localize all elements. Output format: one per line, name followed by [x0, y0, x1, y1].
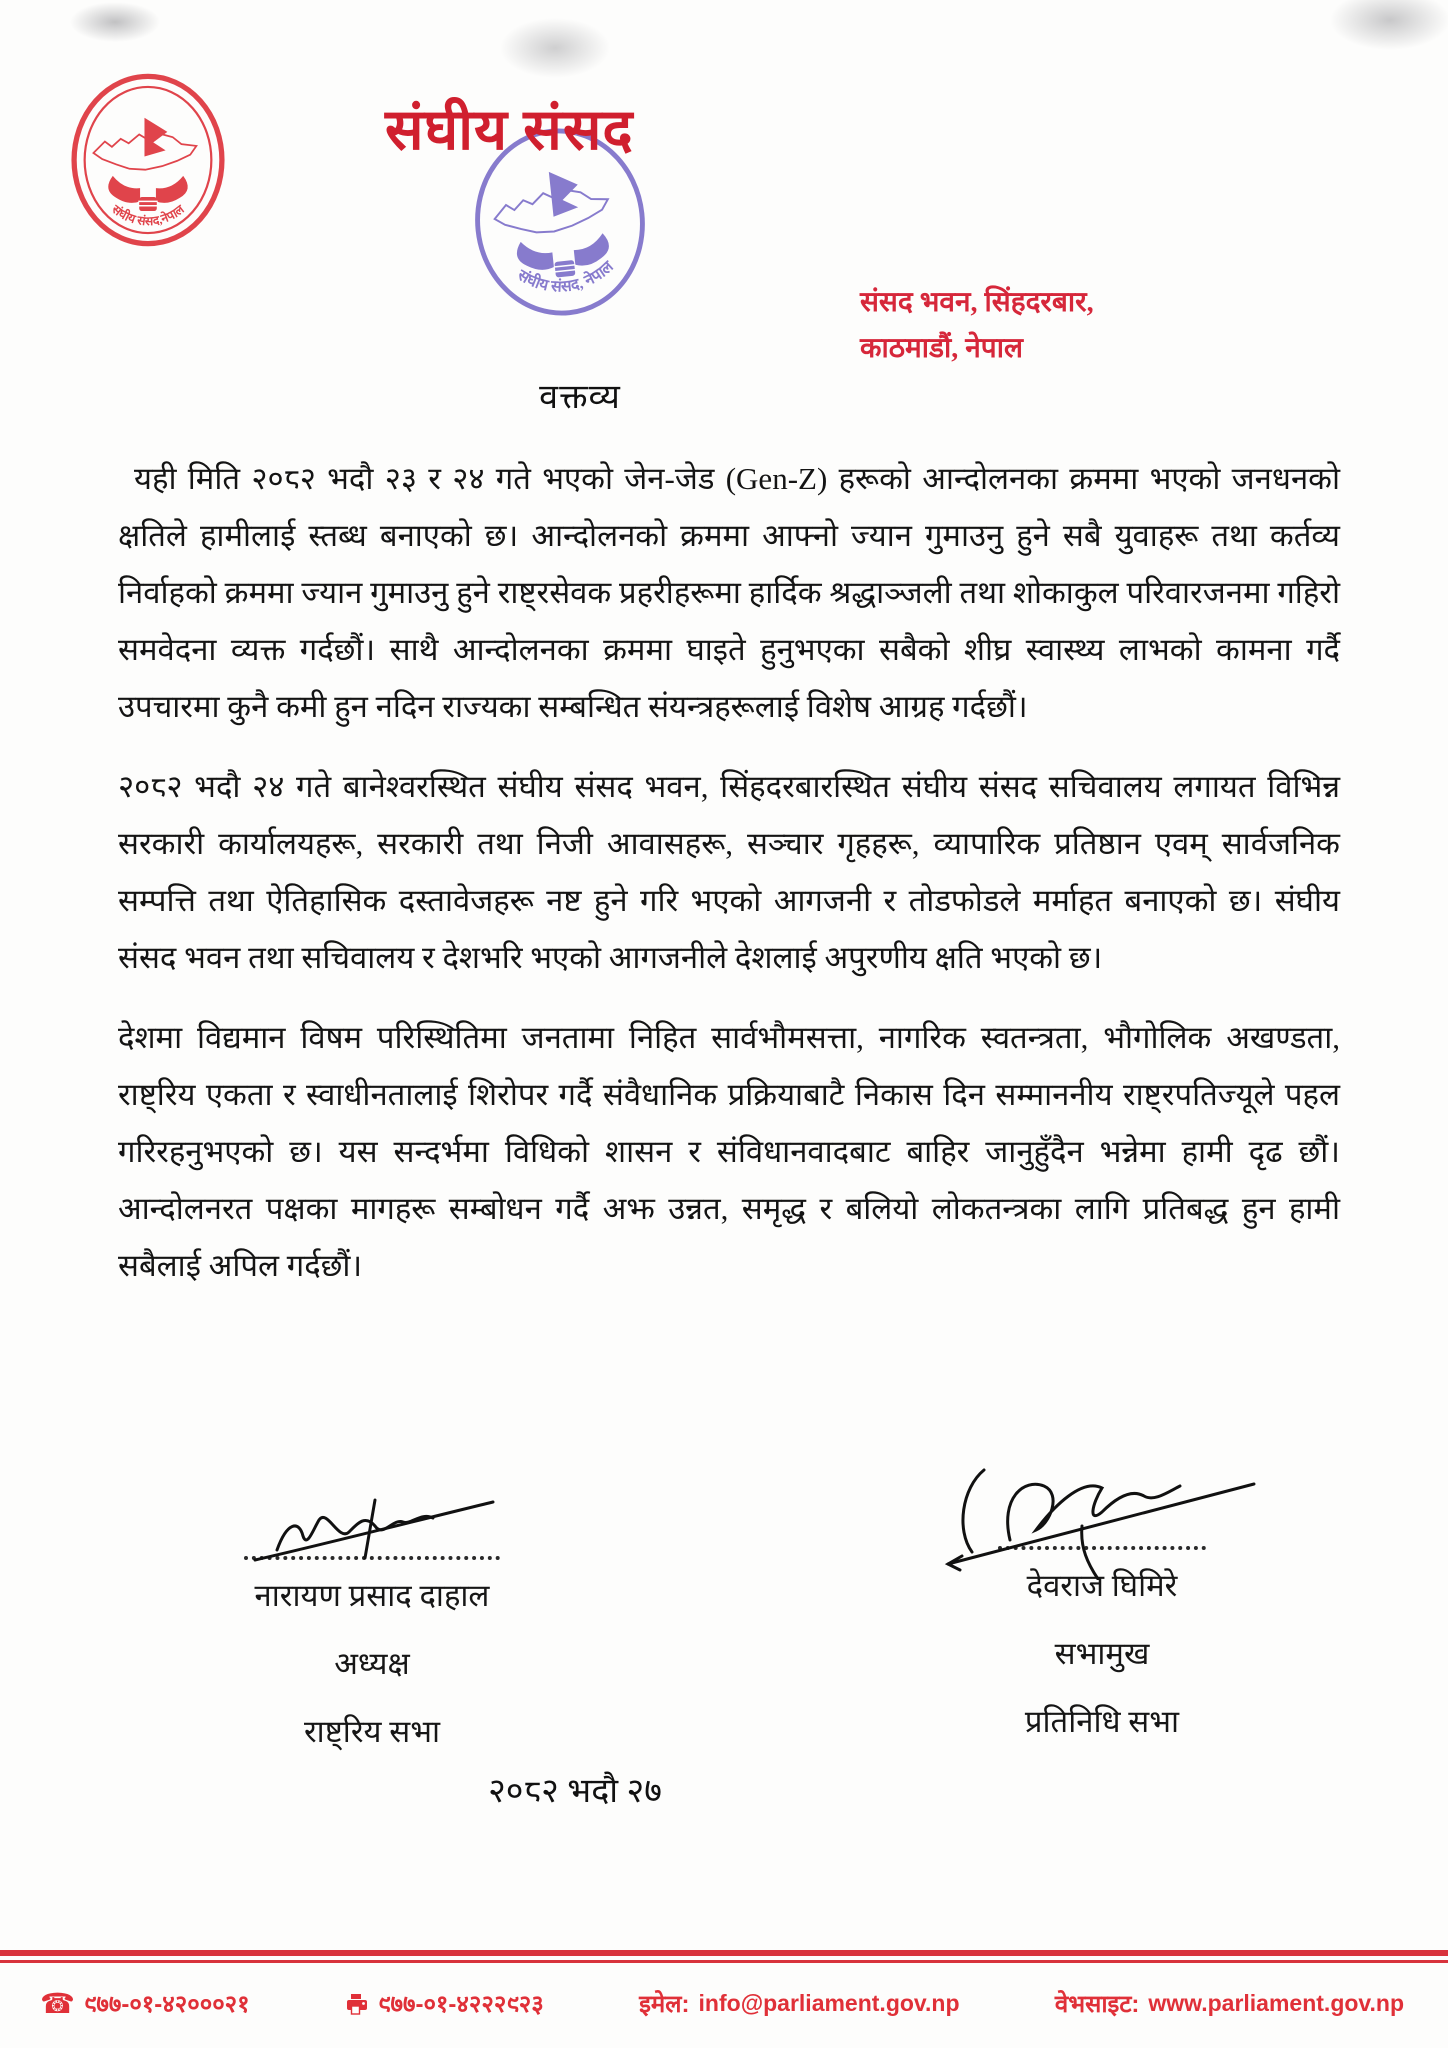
signatory-house: प्रतिनिधि सभा	[1024, 1704, 1180, 1739]
body-paragraph: यही मिति २०८२ भदौ २३ र २४ गते भएको जेन-जेड (Gen-Z) हरूको आन्दोलनका क्रममा भएको जनधनको क्षतिले हामीलाई स्तब्ध बनाएको छ। आन्दोलनको क्रममा आफ्नो ज्यान गुमाउनु हुने सबै युवाहरू तथा कर्तव्य निर्वाहको क्रममा ज्यान गुमाउनु हुने राष्ट्रसेवक प्रहरीहरूमा हार्दिक श्रद्धाञ्जली तथा शोकाकुल परिवारजनमा गहिरो समवेदना व्यक्त गर्दछौं। साथै आन्दोलनका क्रममा घाइते हुनुभएका सबैको शीघ्र स्वास्थ्य लाभको कामना गर्दै उपचारमा कुनै कमी हुन नदिन राज्यका सम्बन्धित संयन्त्रहरूलाई विशेष आग्रह गर्दछौं।	[118, 461, 1340, 724]
email-label: इमेल:	[639, 1991, 690, 2018]
signatory-title: अध्यक्ष	[334, 1646, 410, 1681]
address-line-2: काठमाडौं, नेपाल	[860, 333, 1023, 364]
fax-number: ९७७-०१-४२२२९२३	[378, 1991, 544, 2018]
website-value: www.parliament.gov.np	[1148, 1990, 1404, 2016]
body-paragraph: देशमा विद्यमान विषम परिस्थितिमा जनतामा निहित सार्वभौमसत्ता, नागरिक स्वतन्त्रता, भौगोलिक अखण्डता, राष्ट्रिय एकता र स्वाधीनतालाई शिरोपर गर्दै संवैधानिक प्रक्रियाबाटै निकास दिन सम्माननीय राष्ट्रपतिज्यूले पहल गरिरहनुभएको छ। यस सन्दर्भमा विधिको शासन र संविधानवादबाट बाहिर जानुहुँदैन भन्नेमा हामी दृढ छौं। आन्दोलनरत पक्षका मागहरू सम्बोधन गर्दै अझ उन्नत, समृद्ध र बलियो लोकतन्त्रका लागि प्रतिबद्ध हुन हामी सबैलाई अपिल गर्दछौं।	[118, 1020, 1341, 1283]
phone-icon: ☎	[40, 1987, 75, 2019]
website-label: वेभसाइट:	[1054, 1991, 1140, 2018]
signature-devraj-ghimire	[932, 1452, 1272, 1580]
footer-email	[639, 1987, 959, 2020]
scan-smudge	[1330, 0, 1448, 50]
phone-number: ९७७-०१-४२०००२१	[83, 1991, 250, 2018]
fax-icon	[345, 1992, 369, 2016]
body-paragraph: २०८२ भदौ २४ गते बानेश्वरस्थित संघीय संसद भवन, सिंहदरबारस्थित संघीय संसद सचिवालय लगायत विभिन्न सरकारी कार्यालयहरू, सरकारी तथा निजी आवासहरू, सञ्चार गृहहरू, व्यापारिक प्रतिष्ठान एवम् सार्वजनिक सम्पत्ति तथा ऐतिहासिक दस्तावेजहरू नष्ट हुने गरि भएको आगजनी र तोडफोडले मर्माहत बनाएको छ। संघीय संसद भवन तथा सचिवालय र देशभरि भएको आगजनीले देशलाई अपुरणीय क्षति भएको छ।	[118, 769, 1340, 975]
logo-ring-text: संघीय संसद,नेपाल	[109, 202, 187, 229]
address	[860, 280, 1094, 372]
signatory-name: देवराज घिमिरे	[1026, 1568, 1178, 1603]
signatory-block-speaker	[912, 1452, 1292, 1742]
parliament-logo	[60, 72, 236, 248]
page-title: संघीय संसद	[385, 99, 634, 162]
footer-website	[1055, 1987, 1404, 2020]
email-value: info@parliament.gov.np	[698, 1990, 960, 2016]
signatory-block-chairman	[182, 1492, 562, 1752]
nepal-flag	[144, 118, 167, 157]
footer-fax	[345, 1987, 544, 2020]
footer-rule-thick	[0, 1950, 1448, 1956]
footer-phone	[40, 1987, 250, 2020]
signatory-title: सभामुख	[1054, 1636, 1150, 1671]
signatory-name: नारायण प्रसाद दाहाल	[254, 1578, 490, 1613]
footer	[0, 1950, 1448, 2020]
statement-heading: वक्तव्य	[539, 379, 621, 416]
scan-smudge	[70, 2, 160, 42]
letter-date: २०८२ भदौ २७	[488, 1773, 662, 1810]
scan-smudge	[500, 18, 610, 78]
stamp-ring-text: संघीय संसद, नेपाल	[514, 258, 617, 296]
statement-body	[118, 450, 1340, 1317]
nepal-flag	[549, 169, 581, 217]
signature-narayan-prasad-dahal	[247, 1492, 497, 1574]
address-line-1: संसद भवन, सिंहदरबार,	[860, 287, 1094, 318]
signatory-house: राष्ट्रिय सभा	[303, 1714, 441, 1749]
